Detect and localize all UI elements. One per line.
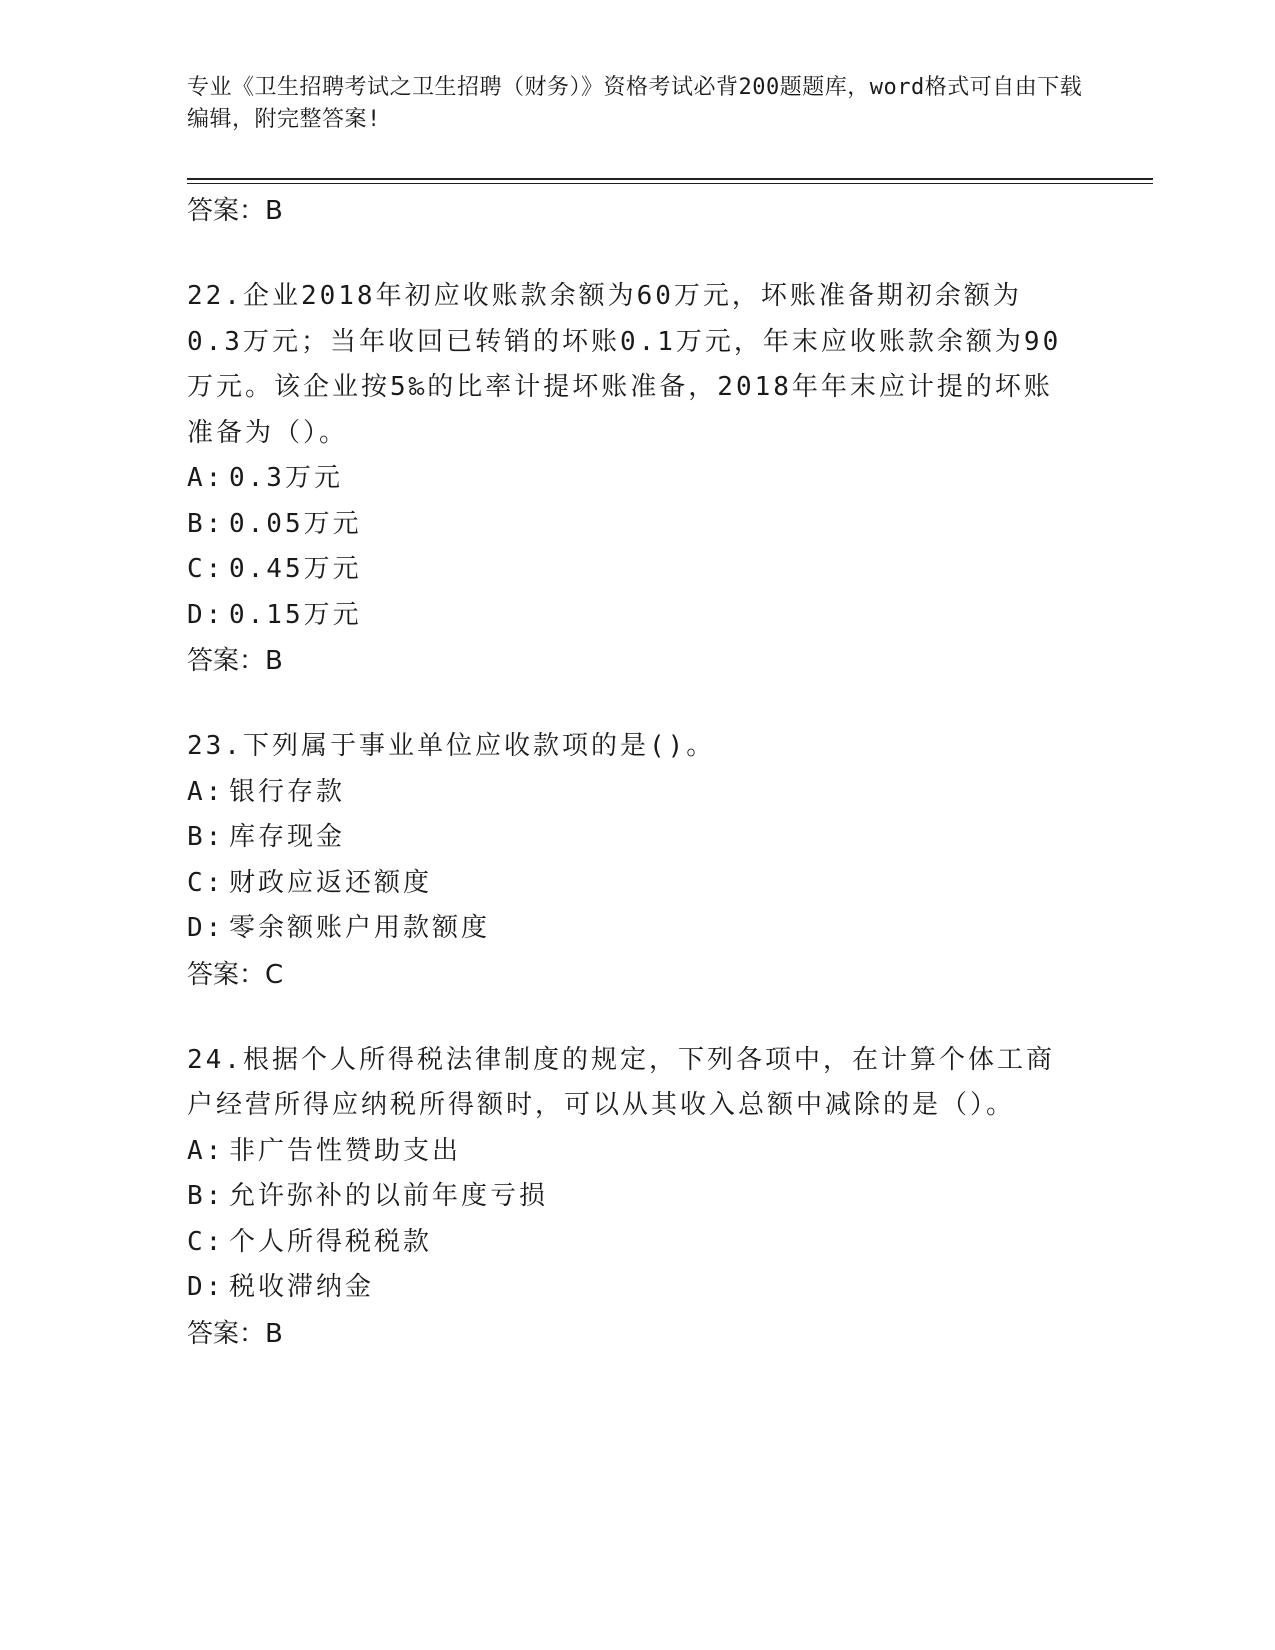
- option-key: B:: [187, 1181, 225, 1211]
- option-text: 非广告性赞助支出: [229, 1135, 462, 1166]
- question-text: 22.企业2018年初应收账款余额为60万元，坏账准备期初余额为0.3万元；当年收回已转销的坏账0.1万元，年末应收账款余额为90万元。该企业按5‰的比率计提坏账准备，2018年年末应计提的坏账准备为（）。: [187, 281, 1062, 448]
- question-23: [187, 724, 1067, 998]
- option-text: 库存现金: [229, 822, 346, 852]
- option-text: 0.45万元: [229, 554, 362, 584]
- question-22: [187, 274, 1067, 684]
- option-text: 零余额账户用款额度: [229, 913, 491, 943]
- option-b: [187, 1174, 1067, 1220]
- option-key: B:: [187, 508, 225, 539]
- option-a: [187, 770, 1067, 816]
- option-c: [187, 1220, 1067, 1266]
- option-text: 允许弥补的以前年度亏损: [229, 1181, 549, 1211]
- option-key: C:: [187, 554, 225, 584]
- option-text: 银行存款: [229, 776, 346, 807]
- option-b: [187, 502, 1067, 548]
- option-key: D:: [187, 599, 225, 630]
- answer-line: 答案：B: [187, 1318, 283, 1349]
- option-d: [187, 1265, 1067, 1311]
- option-key: A:: [187, 463, 225, 493]
- header-title: 专业《卫生招聘考试之卫生招聘（财务）》资格考试必背200题题库，word格式可自由下载编辑，附完整答案!: [187, 75, 1083, 132]
- document-header: [187, 72, 1087, 136]
- option-key: D:: [187, 1272, 225, 1302]
- option-key: A:: [187, 1135, 225, 1166]
- question-list: [187, 188, 1067, 1357]
- question-text: 23.下列属于事业单位应收款项的是()。: [187, 731, 716, 761]
- option-a: [187, 456, 1067, 502]
- option-key: C:: [187, 867, 225, 898]
- option-key: D:: [187, 913, 225, 943]
- option-a: [187, 1129, 1067, 1175]
- previous-answer: 答案：B: [187, 196, 283, 226]
- option-text: 0.15万元: [229, 599, 362, 630]
- question-text: 24.根据个人所得税法律制度的规定，下列各项中，在计算个体工商户经营所得应纳税所得额时，可以从其收入总额中减除的是（）。: [187, 1044, 1055, 1120]
- option-c: [187, 861, 1067, 907]
- option-text: 0.05万元: [229, 508, 362, 539]
- option-c: [187, 547, 1067, 593]
- option-text: 财政应返还额度: [229, 867, 433, 898]
- option-key: C:: [187, 1226, 225, 1257]
- option-text: 0.3万元: [229, 463, 343, 493]
- answer-line: 答案：B: [187, 646, 283, 676]
- option-b: [187, 815, 1067, 861]
- option-d: [187, 906, 1067, 952]
- option-text: 税收滞纳金: [229, 1272, 375, 1302]
- option-key: A:: [187, 776, 225, 807]
- answer-line: 答案：C: [187, 959, 284, 990]
- option-key: B:: [187, 822, 225, 852]
- header-divider: [187, 178, 1153, 184]
- question-24: [187, 1038, 1067, 1357]
- option-d: [187, 593, 1067, 639]
- option-text: 个人所得税税款: [229, 1226, 433, 1257]
